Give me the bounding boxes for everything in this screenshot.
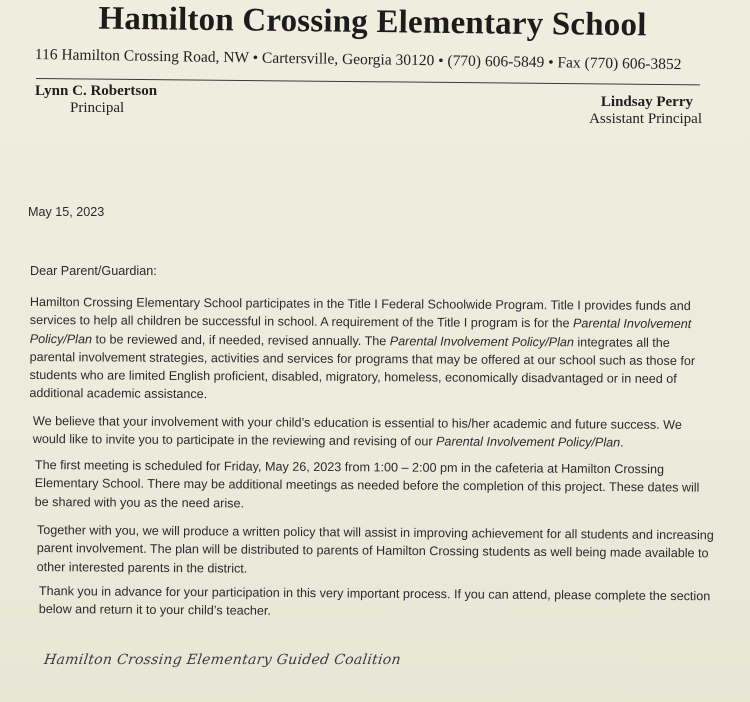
principal-title: Principal bbox=[70, 100, 125, 116]
assistant-principal-name: Lindsay Perry bbox=[600, 94, 693, 110]
paragraph-title-one: Hamilton Crossing Elementary School participates in the Title I Federal Schoolwide Program. Title I provides funds and services to help all children be successful in school. A requirement of the Title I program is for the Parental Involvement Policy/Plan to be reviewed and, if needed, revised annually. The Parental Involvement Policy/Plan integrates all the parental involvement strategies, activities and services for programs that may be offered at our school such as those for students who are limited English proficient, disabled, migratory, homeless, economically disadvantaged or in need of additional academic assistance. bbox=[29, 294, 696, 402]
principal-name: Lynn C. Robertson bbox=[35, 83, 158, 99]
school-address: 116 Hamilton Crossing Road, NW • Cartersville, Georgia 30120 • (770) 606-5849 • Fax (770) 606-3852 bbox=[34, 46, 682, 74]
paragraph-policy: Together with you, we will produce a written policy that will assist in improving achievement for all students and increasing parent involvement. The plan will be distributed to parents of Hamilton Crossing students as well being made available to other interested parents in the district. bbox=[36, 522, 714, 576]
school-name: Hamilton Crossing Elementary School bbox=[98, 0, 647, 44]
letter-date: May 15, 2023 bbox=[28, 205, 105, 219]
paragraph-closing: Thank you in advance for your participation in this very important process. If you can attend, please complete the section below and return it to your child’s teacher. bbox=[38, 583, 711, 619]
signature: Hamilton Crossing Elementary Guided Coalition bbox=[42, 652, 402, 668]
paragraph-invitation: We believe that your involvement with your child’s education is essential to his/her academic and future success. We would like to invite you to participate in the reviewing and revising of our Parental Involvement Policy/Plan. bbox=[32, 413, 682, 450]
paragraph-meeting: The first meeting is scheduled for Friday, May 26, 2023 from 1:00 – 2:00 pm in the cafeteria at Hamilton Crossing Elementary School. There may be additional meetings as needed before the completion of this project. These dates will be shared with you as the need arise. bbox=[34, 457, 700, 511]
principal-block bbox=[35, 83, 157, 117]
assistant-principal-title: Assistant Principal bbox=[589, 111, 702, 127]
salutation: Dear Parent/Guardian: bbox=[30, 264, 157, 278]
assistant-principal-block bbox=[589, 94, 702, 128]
